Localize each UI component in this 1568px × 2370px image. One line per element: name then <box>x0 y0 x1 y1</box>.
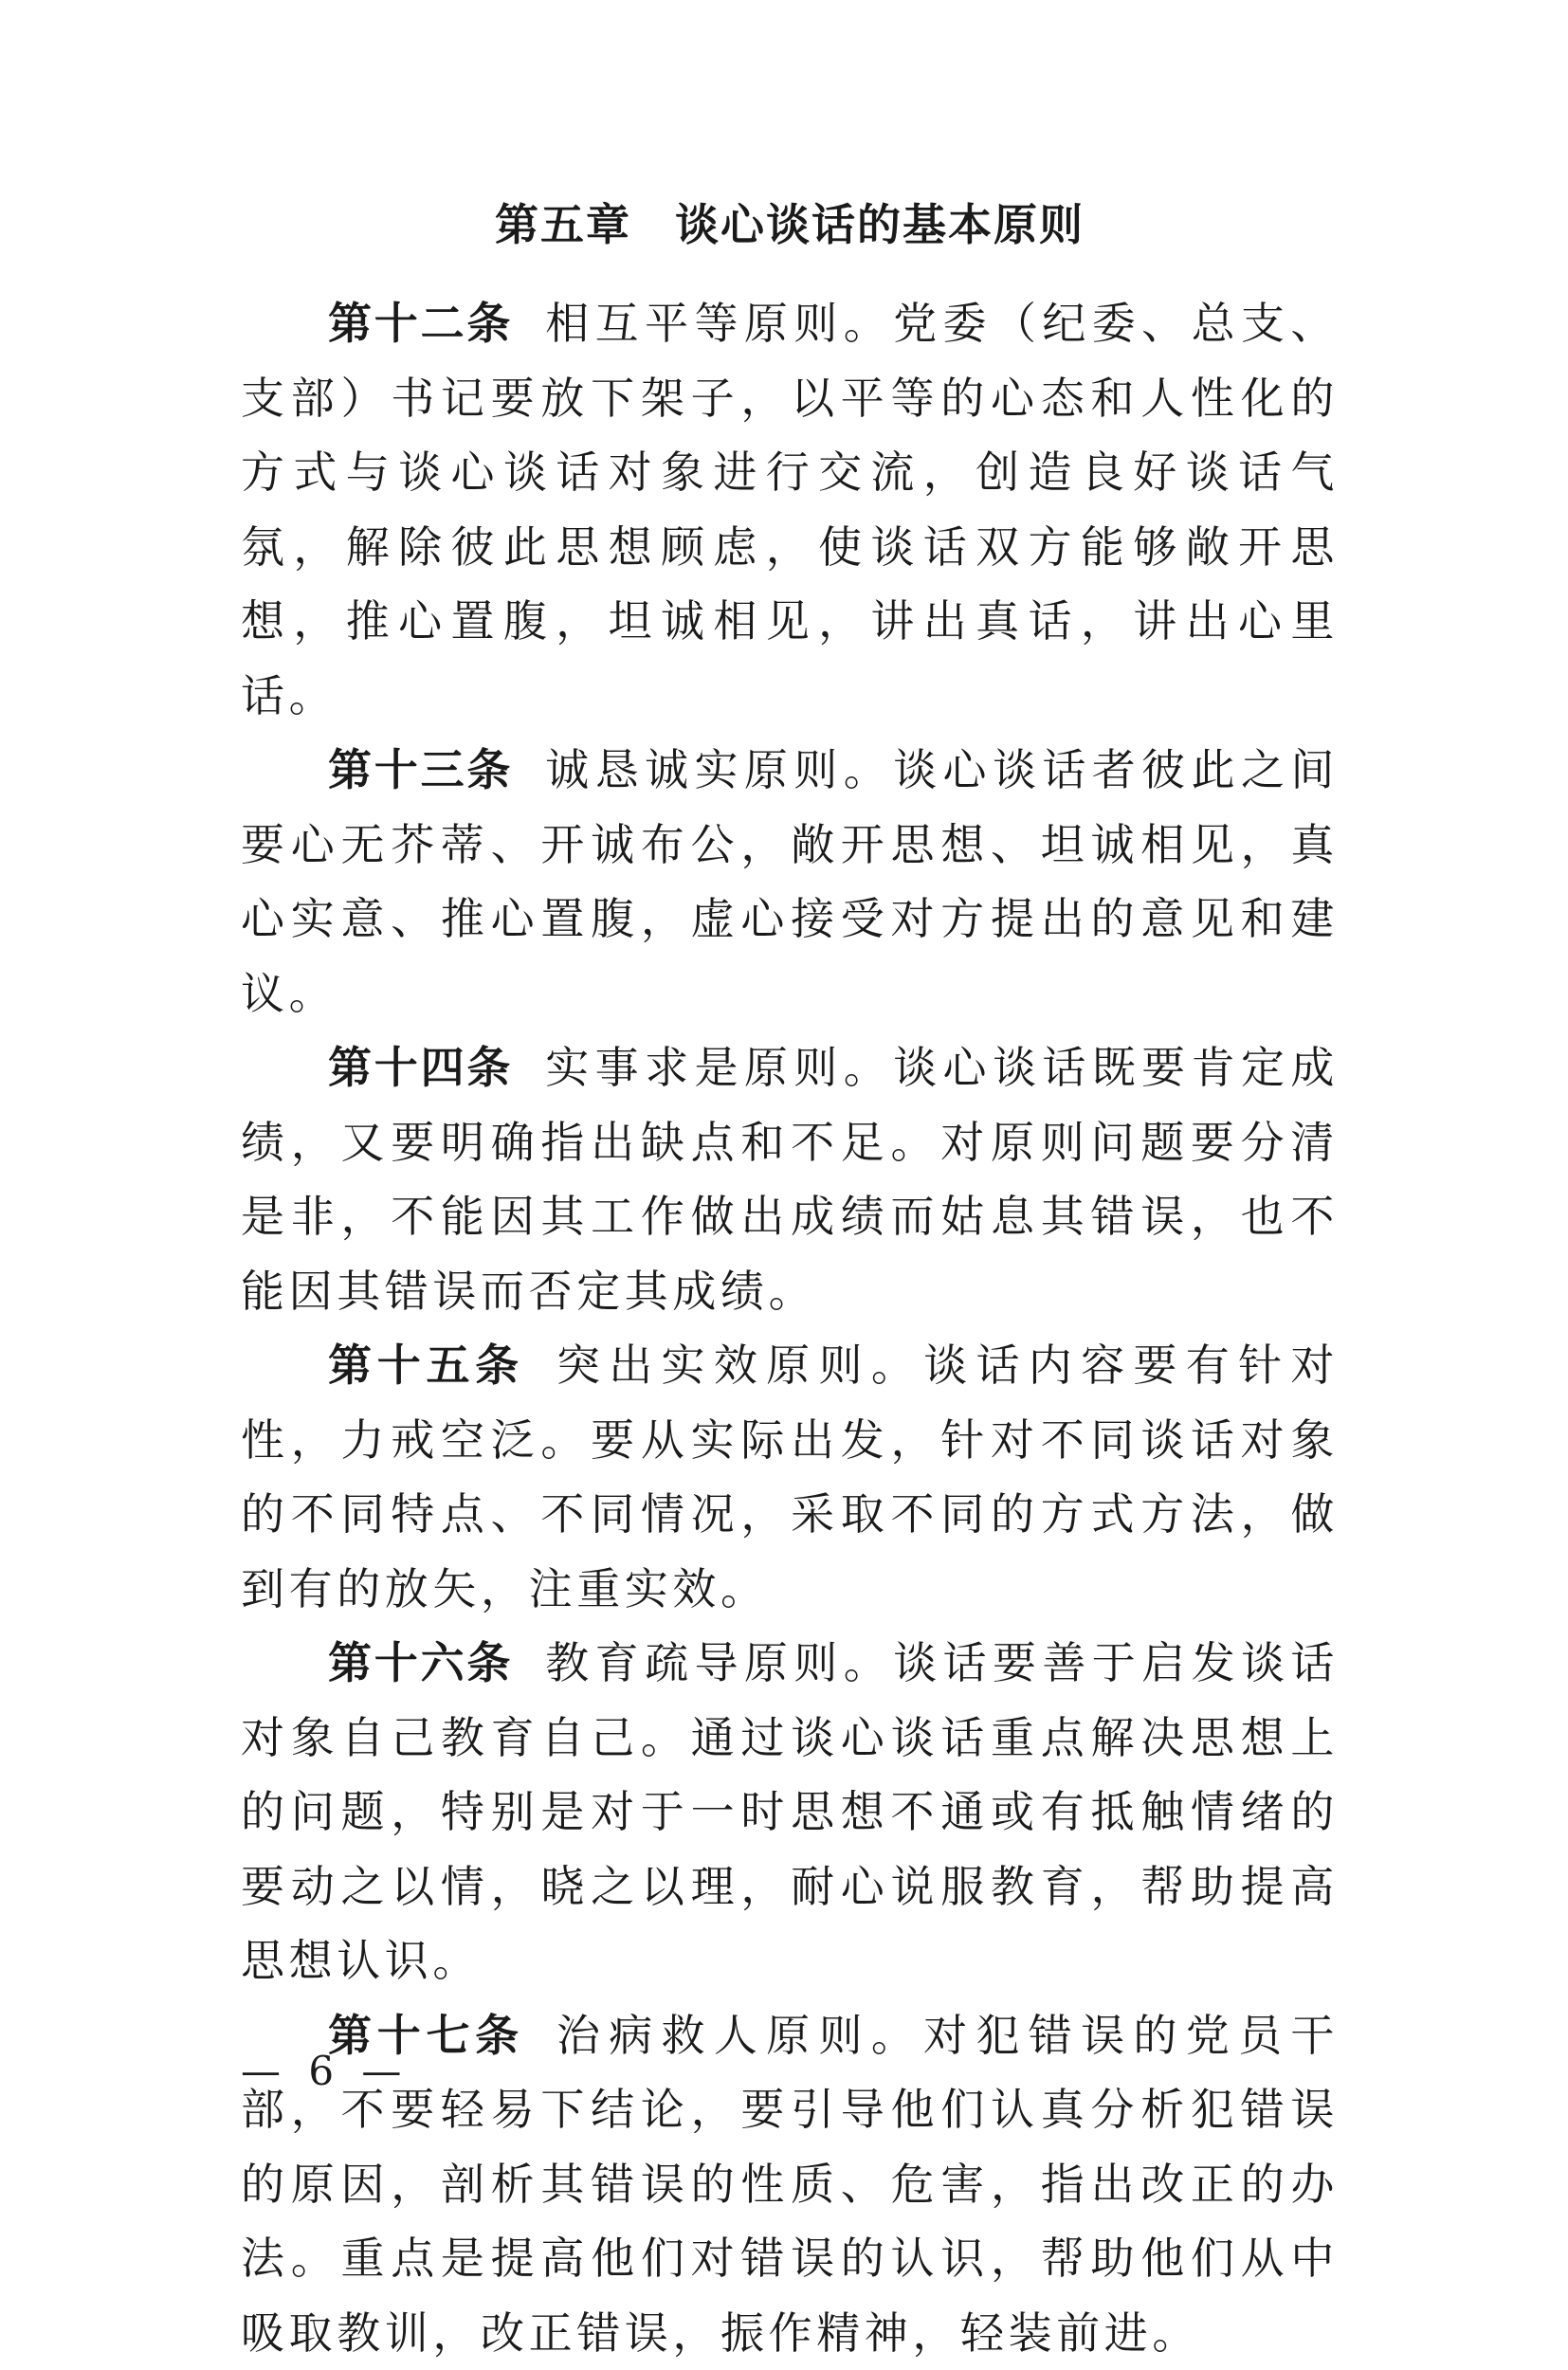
article-text: 治病救人原则。对犯错误的党员干部，不要轻易下结论，要引导他们认真分析犯错误的原因，剖析其错误的性质、危害，指出改正的办法。重点是提高他们对错误的认识，帮助他们从中吸取教训，改正错误，振作精神，轻装前进。 <box>241 2010 1339 2359</box>
article-label: 第十三条 <box>328 744 513 795</box>
chapter-heading: 谈心谈话的基本原则 <box>675 199 1085 250</box>
article-text: 教育疏导原则。谈话要善于启发谈话对象自己教育自己。通过谈心谈话重点解决思想上的问题，特别是对于一时思想不通或有抵触情绪的要动之以情，晓之以理，耐心说服教育，帮助提高思想认识。 <box>241 1637 1339 1986</box>
article-16 <box>241 1626 1339 1998</box>
article-label: 第十二条 <box>328 298 513 349</box>
chapter-title <box>241 195 1339 254</box>
document-page <box>241 195 1339 2370</box>
article-12 <box>241 286 1339 733</box>
article-label: 第十七条 <box>328 2010 524 2061</box>
article-label: 第十六条 <box>328 1637 513 1688</box>
article-13 <box>241 733 1339 1030</box>
article-15 <box>241 1328 1339 1626</box>
article-text: 相互平等原则。党委（纪委、总支、支部）书记要放下架子，以平等的心态和人性化的方式与谈心谈话对象进行交流，创造良好谈话气氛，解除彼此思想顾虑，使谈话双方能够敞开思想，推心置腹，坦诚相见，讲出真话，讲出心里话。 <box>241 298 1339 721</box>
page-number: — 6 — <box>241 2048 409 2095</box>
article-text: 诚恳诚实原则。谈心谈话者彼此之间要心无芥蒂、开诚布公，敞开思想、坦诚相见，真心实意、推心置腹，虚心接受对方提出的意见和建议。 <box>241 744 1339 1019</box>
article-text: 突出实效原则。谈话内容要有针对性，力戒空泛。要从实际出发，针对不同谈话对象的不同特点、不同情况，采取不同的方式方法，做到有的放矢，注重实效。 <box>241 1340 1339 1614</box>
article-text: 实事求是原则。谈心谈话既要肯定成绩，又要明确指出缺点和不足。对原则问题要分清是非，不能因其工作做出成绩而姑息其错误，也不能因其错误而否定其成绩。 <box>241 1042 1339 1317</box>
chapter-number: 第五章 <box>495 199 631 250</box>
article-label: 第十四条 <box>328 1042 513 1093</box>
article-14 <box>241 1030 1339 1328</box>
article-label: 第十五条 <box>328 1340 524 1391</box>
